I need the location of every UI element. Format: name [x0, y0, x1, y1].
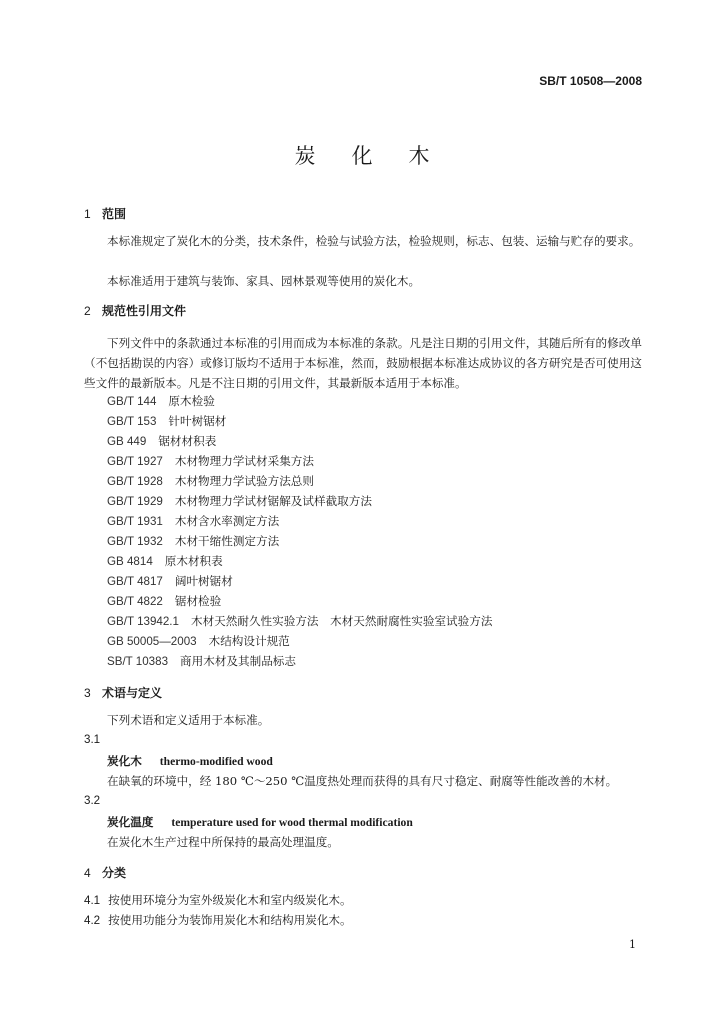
reference-code: GB/T 1929: [107, 495, 163, 508]
reference-code: GB/T 1927: [107, 455, 163, 468]
term-heading: [107, 753, 273, 769]
reference-title: 木材天然耐久性实验方法 木材天然耐腐性实验室试验方法: [190, 614, 493, 628]
reference-code: SB/T 10383: [107, 655, 169, 668]
reference-item: [107, 573, 233, 589]
reference-item: [107, 593, 221, 609]
term-cn: 炭化温度: [107, 815, 154, 829]
clause-text: 按使用功能分为装饰用炭化木和结构用炭化木。: [108, 913, 352, 927]
reference-code: GB 50005—2003: [107, 635, 197, 648]
section-number: 1: [84, 207, 91, 221]
reference-code: GB/T 13942.1: [107, 615, 179, 628]
reference-title: 商用木材及其制品标志: [180, 654, 296, 668]
document-title: 炭化木: [294, 144, 466, 168]
reference-title: 锯材检验: [174, 594, 222, 608]
term-cn: 炭化木: [107, 754, 142, 768]
reference-title: 木材物理力学试材锯解及试样截取方法: [174, 494, 372, 508]
reference-title: 木材物理力学试验方法总则: [174, 474, 314, 488]
reference-code: GB/T 1931: [107, 515, 163, 528]
reference-code: GB/T 1932: [107, 535, 163, 548]
section-number: 3: [84, 686, 91, 700]
normative-intro: 下列文件中的条款通过本标准的引用而成为本标准的条款。凡是注日期的引用文件，其随后所有的修改单（不包括勘误的内容）或修订版均不适用于本标准，然而，鼓励根据本标准达成协议的各方研究是否可使用这些文件的最新版本。凡是不注日期的引用文件，其最新版本适用于本标准。: [84, 336, 642, 390]
reference-item: [107, 613, 492, 629]
standard-code: SB/T 10508—2008: [539, 74, 642, 88]
reference-item: [107, 473, 314, 489]
term-number: 3.2: [84, 794, 101, 807]
reference-item: [107, 653, 296, 669]
reference-code: GB/T 4817: [107, 575, 163, 588]
reference-title: 原木材积表: [164, 554, 223, 568]
section-title: 术语与定义: [102, 686, 163, 700]
reference-code: GB/T 153: [107, 415, 157, 428]
reference-item: [107, 633, 290, 649]
reference-item: [107, 433, 216, 449]
terms-intro: 下列术语和定义适用于本标准。: [107, 713, 270, 727]
clause-number: 4.2: [84, 914, 101, 927]
scope-paragraph-2: 本标准适用于建筑与装饰、家具、园林景观等使用的炭化木。: [107, 274, 421, 288]
page-number: 1: [629, 938, 636, 951]
reference-title: 原木检验: [168, 394, 215, 408]
reference-title: 锯材材积表: [158, 434, 217, 448]
reference-item: [107, 533, 279, 549]
clause-number: 4.1: [84, 894, 101, 907]
reference-title: 木结构设计规范: [208, 634, 290, 648]
reference-code: GB 4814: [107, 555, 153, 568]
term-en: temperature used for wood thermal modification: [171, 816, 413, 829]
reference-title: 木材含水率测定方法: [174, 514, 280, 528]
reference-item: [107, 493, 372, 509]
reference-item: [107, 393, 215, 409]
section-title: 规范性引用文件: [102, 304, 187, 318]
section-title: 范围: [102, 207, 127, 221]
reference-code: GB/T 1928: [107, 475, 163, 488]
reference-item: [107, 553, 223, 569]
scope-paragraph-1: 本标准规定了炭化木的分类，技术条件，检验与试验方法，检验规则，标志、包装、运输与贮存的要求。: [107, 234, 641, 248]
section-3-heading: [84, 684, 162, 701]
reference-code: GB/T 4822: [107, 595, 163, 608]
term-number: 3.1: [84, 733, 101, 746]
section-number: 2: [84, 304, 91, 318]
section-title: 分类: [102, 866, 127, 880]
term-definition: 在炭化木生产过程中所保持的最高处理温度。: [107, 835, 339, 849]
reference-code: GB/T 144: [107, 395, 157, 408]
reference-title: 木材物理力学试材采集方法: [174, 454, 314, 468]
section-1-heading: [84, 205, 126, 222]
section-2-heading: [84, 302, 186, 319]
classification-clause: [84, 892, 352, 908]
term-en: thermo-modified wood: [159, 755, 273, 768]
section-4-heading: [84, 864, 126, 881]
term-definition: 在缺氧的环境中，经 180 ℃～250 ℃温度热处理而获得的具有尺寸稳定、耐腐等性能改善的木材。: [107, 774, 618, 788]
reference-item: [107, 453, 314, 469]
classification-clause: [84, 912, 352, 928]
reference-item: [107, 413, 226, 429]
term-heading: [107, 814, 413, 830]
reference-code: GB 449: [107, 435, 147, 448]
reference-title: 木材干缩性测定方法: [174, 534, 280, 548]
reference-title: 针叶树锯材: [168, 414, 227, 428]
section-number: 4: [84, 866, 91, 880]
reference-title: 阔叶树锯材: [174, 574, 233, 588]
clause-text: 按使用环境分为室外级炭化木和室内级炭化木。: [108, 893, 352, 907]
reference-item: [107, 513, 279, 529]
